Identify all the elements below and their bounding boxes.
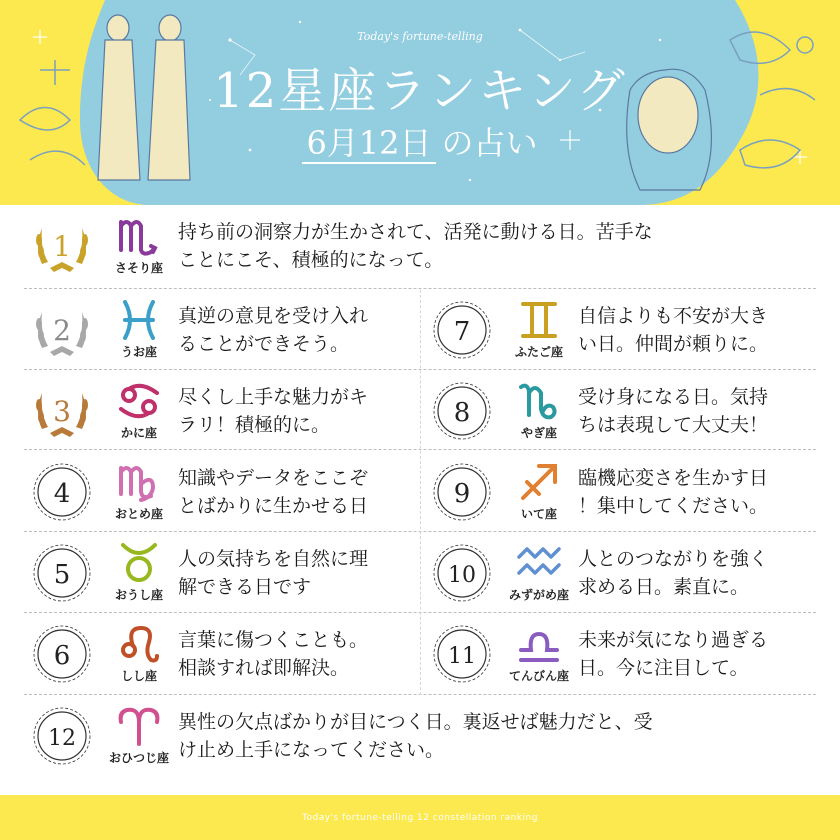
capricorn-icon: [517, 379, 561, 423]
sign-name: ふたご座: [514, 345, 563, 359]
message-line: ！集中してください。: [578, 495, 769, 517]
ornate-frame-icon: [430, 298, 494, 362]
message-line: 異性の欠点ばかりが目につく日。裏返せば魅力だと、受: [178, 711, 653, 733]
gold-laurel-medal-icon: [30, 214, 94, 278]
subtitle-en: Today's fortune-telling: [357, 30, 483, 43]
sign-name: おうし座: [114, 588, 163, 602]
message-line: ことにこそ、積極的になって。: [178, 249, 444, 271]
ornate-frame-icon: [30, 704, 94, 768]
fortune-message: [178, 626, 368, 682]
sign-cancer: [100, 377, 178, 447]
rank-card-4: [30, 458, 415, 528]
leo-icon: [117, 622, 161, 666]
fortune-message: [578, 464, 768, 520]
rank-number: 10: [448, 563, 476, 588]
sign-name: うお座: [120, 345, 157, 359]
message-line: 求める日。素直に。: [578, 576, 750, 598]
rank-number: 11: [448, 644, 476, 669]
rank-number: 1: [53, 230, 71, 263]
ornate-frame-icon: [30, 460, 94, 524]
message-line: 持ち前の洞察力が生かされて、活発に動ける日。苦手な: [178, 221, 653, 243]
ornate-frame-icon: [430, 622, 494, 686]
gemini-icon: [517, 298, 561, 342]
fortune-message: [178, 708, 653, 764]
ornate-frame-icon: [30, 541, 94, 605]
message-line: 尽くし上手な魅力がキ: [178, 386, 369, 408]
libra-icon: [517, 622, 561, 666]
sign-taurus: [100, 539, 178, 609]
message-line: 真逆の意見を受け入れ: [178, 305, 369, 327]
sign-name: しし座: [120, 669, 157, 683]
message-line: ちは表現して大丈夫！: [578, 414, 769, 436]
footer-caption: Today's fortune-telling 12 constellation ranking: [302, 813, 538, 823]
rank-card-12: [30, 702, 810, 772]
taurus-icon: [117, 541, 161, 585]
rank-number: 7: [453, 317, 471, 347]
sign-name: おひつじ座: [108, 751, 169, 765]
message-line: 知識やデータをここぞ: [178, 467, 369, 489]
rank-card-2: [30, 296, 415, 366]
aquarius-icon: [517, 541, 561, 585]
rank-card-3: [30, 377, 415, 447]
fortune-message: [578, 302, 768, 358]
rank-number: 9: [453, 479, 471, 509]
message-line: 臨機応変さを生かす日: [578, 467, 769, 489]
rank-card-8: [430, 377, 815, 447]
sign-libra: [500, 620, 578, 690]
rank-number: 6: [53, 641, 71, 671]
message-line: ることができそう。: [178, 333, 350, 355]
sign-name: かに座: [120, 426, 157, 440]
ornate-frame-icon: [30, 622, 94, 686]
sign-name: いて座: [520, 507, 557, 521]
message-line: 人の気持ちを自然に理: [178, 548, 369, 570]
rank-number: 4: [53, 479, 71, 509]
message-line: い日。仲間が頼りに。: [578, 333, 769, 355]
message-line: 受け身になる日。気持: [578, 386, 769, 408]
column-divider: [420, 290, 422, 695]
rank-number: 5: [53, 560, 71, 590]
fortune-message: [178, 464, 368, 520]
date-label: 6月12日: [302, 124, 435, 164]
rank-number: 8: [453, 398, 471, 428]
scorpio-icon: [117, 214, 161, 258]
rank-card-11: [430, 620, 815, 690]
message-line: 言葉に傷つくことも。: [178, 629, 369, 651]
aries-icon: [117, 704, 161, 748]
sign-aquarius: [500, 539, 578, 609]
fortune-message: [178, 302, 368, 358]
fortune-message: [178, 545, 368, 601]
rank-card-6: [30, 620, 415, 690]
virgo-icon: [117, 460, 161, 504]
fortune-message: [578, 545, 768, 601]
fortune-message: [578, 626, 768, 682]
date-row: [0, 118, 840, 164]
cancer-icon: [117, 379, 161, 423]
sign-name: おとめ座: [114, 507, 163, 521]
message-line: 自信よりも不安が大き: [578, 305, 769, 327]
message-line: 未来が気になり過ぎる: [578, 629, 769, 651]
sign-capricorn: [500, 377, 578, 447]
rank-card-7: [430, 296, 815, 366]
message-line: 解できる日です: [178, 576, 312, 598]
message-line: とばかりに生かせる日: [178, 495, 369, 517]
rank-number: 3: [53, 395, 71, 428]
sign-name: やぎ座: [520, 426, 557, 440]
header-banner: [0, 0, 840, 205]
ornate-frame-icon: [430, 379, 494, 443]
sign-name: さそり座: [114, 261, 163, 275]
page-title: 12星座ランキング: [213, 63, 627, 119]
sign-pisces: [100, 296, 178, 366]
bronze-laurel-medal-icon: [30, 379, 94, 443]
message-line: 日。今に注目して。: [578, 657, 749, 679]
sagittarius-icon: [517, 460, 561, 504]
rank-number: 12: [48, 726, 76, 751]
sign-name: みずがめ座: [508, 588, 569, 602]
rank-card-9: [430, 458, 815, 528]
sign-virgo: [100, 458, 178, 528]
silver-laurel-medal-icon: [30, 298, 94, 362]
rank-card-1: [30, 212, 810, 282]
fortune-message: [178, 383, 368, 439]
sign-name: てんびん座: [508, 669, 569, 683]
rank-card-10: [430, 539, 815, 609]
ornate-frame-icon: [430, 541, 494, 605]
rank-card-5: [30, 539, 415, 609]
sign-leo: [100, 620, 178, 690]
footer-banner: [0, 795, 840, 840]
date-suffix: の占い: [441, 124, 538, 162]
message-line: け止め上手になってください。: [178, 739, 445, 761]
message-line: ラリ！積極的に。: [178, 414, 331, 436]
fortune-message: [178, 218, 653, 274]
sign-aries: [100, 702, 178, 772]
fortune-message: [578, 383, 768, 439]
message-line: 相談すれば即解決。: [178, 657, 350, 679]
pisces-icon: [117, 298, 161, 342]
rank-number: 2: [53, 314, 71, 347]
ornate-frame-icon: [430, 460, 494, 524]
message-line: 人とのつながりを強く: [578, 548, 769, 570]
sign-sagittarius: [500, 458, 578, 528]
sign-scorpio: [100, 212, 178, 282]
sign-gemini: [500, 296, 578, 366]
